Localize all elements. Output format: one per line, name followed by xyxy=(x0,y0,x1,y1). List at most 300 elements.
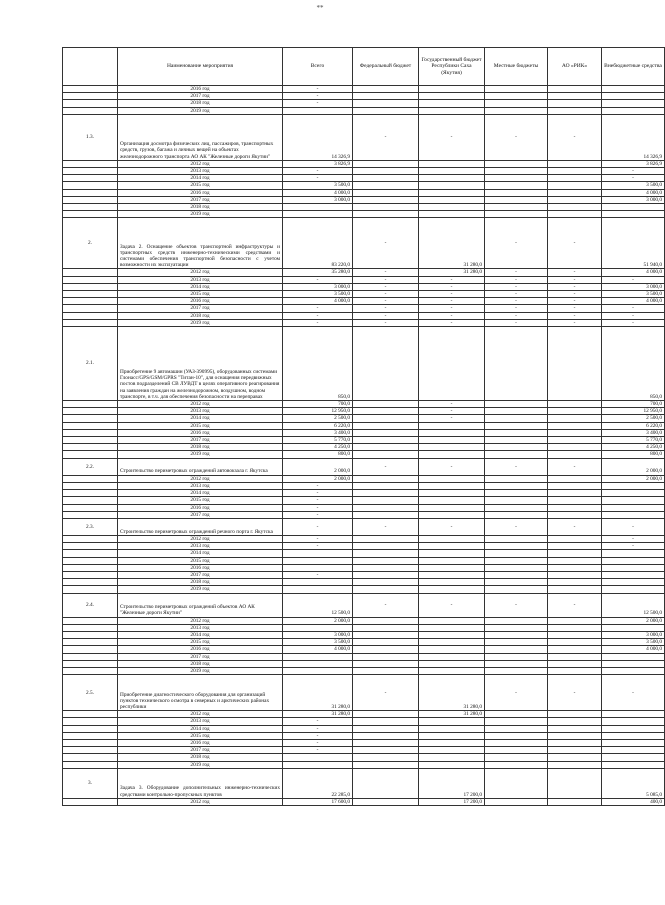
header-index xyxy=(63,48,118,86)
cell-extra xyxy=(602,653,665,660)
cell-year: 2014 год xyxy=(118,175,283,182)
table-row-year xyxy=(63,408,665,415)
table-row-year xyxy=(63,444,665,451)
table-row-year xyxy=(63,624,665,631)
table-row-year xyxy=(63,660,665,667)
cell-year: 2012 год xyxy=(118,711,283,718)
cell-total: - xyxy=(283,319,353,326)
cell-extra: 800,0 xyxy=(602,451,665,458)
cell-republic: - xyxy=(419,408,485,415)
cell-rik xyxy=(548,624,602,631)
cell-republic xyxy=(419,631,485,638)
cell-local: - xyxy=(485,518,548,535)
cell-republic: - xyxy=(419,319,485,326)
cell-rik: - xyxy=(548,218,602,269)
cell-rik xyxy=(548,761,602,768)
cell-total: - xyxy=(283,175,353,182)
cell-rik xyxy=(548,490,602,497)
cell-total xyxy=(283,204,353,211)
cell-total: 6 220,0 xyxy=(283,422,353,429)
cell-federal: - xyxy=(353,518,419,535)
cell-index xyxy=(63,408,118,415)
cell-total: 22 285,0 xyxy=(283,768,353,798)
cell-index xyxy=(63,312,118,319)
cell-local xyxy=(485,482,548,489)
cell-index xyxy=(63,653,118,660)
cell-rik xyxy=(548,617,602,624)
cell-index xyxy=(63,747,118,754)
cell-extra xyxy=(602,93,665,100)
cell-rik xyxy=(548,422,602,429)
cell-extra xyxy=(602,107,665,114)
cell-republic xyxy=(419,175,485,182)
cell-extra: 4 000,0 xyxy=(602,298,665,305)
cell-federal xyxy=(353,168,419,175)
cell-republic xyxy=(419,725,485,732)
cell-republic xyxy=(419,451,485,458)
cell-index xyxy=(63,211,118,218)
cell-republic: - xyxy=(419,291,485,298)
cell-year: 2018 год xyxy=(118,444,283,451)
cell-federal xyxy=(353,401,419,408)
table-row-year xyxy=(63,543,665,550)
cell-republic xyxy=(419,504,485,511)
cell-index xyxy=(63,798,118,805)
cell-index xyxy=(63,451,118,458)
cell-extra xyxy=(602,86,665,93)
cell-extra: - xyxy=(602,543,665,550)
cell-extra: 14 326,9 xyxy=(602,114,665,160)
cell-measure-name: Строительство периметровых ограждений речного порта г. Якутска xyxy=(118,518,283,535)
table-row-year xyxy=(63,631,665,638)
cell-republic xyxy=(419,732,485,739)
cell-rik xyxy=(548,444,602,451)
cell-local xyxy=(485,754,548,761)
cell-extra: 4 000,0 xyxy=(602,269,665,276)
cell-total: 2 500,0 xyxy=(283,415,353,422)
table-row-year xyxy=(63,168,665,175)
cell-federal xyxy=(353,739,419,746)
cell-local: - xyxy=(485,593,548,617)
cell-year: 2018 год xyxy=(118,579,283,586)
cell-index xyxy=(63,444,118,451)
cell-index xyxy=(63,204,118,211)
cell-federal xyxy=(353,422,419,429)
cell-extra xyxy=(602,504,665,511)
cell-federal xyxy=(353,631,419,638)
cell-year: 2012 год xyxy=(118,269,283,276)
cell-federal: - xyxy=(353,458,419,475)
cell-republic xyxy=(419,535,485,542)
cell-total: 31 280,0 xyxy=(283,675,353,711)
cell-index xyxy=(63,415,118,422)
cell-local xyxy=(485,761,548,768)
cell-measure-name: Приобретение 9 автомашин (УАЗ-390995), оборудованных системами Глонасс/GPS/GSM/GPRS "Титан-10", для оснащения передвижных постов подразделений СВ ЛУВДТ в целях оперативного реагирования на заявления граждан на железнодорожном, воздушном, водном транспорте, в т.ч. для обеспечения безопасности на переправах xyxy=(118,327,283,401)
cell-total: 3 500,0 xyxy=(283,182,353,189)
cell-year: 2017 год xyxy=(118,511,283,518)
cell-local: - xyxy=(485,291,548,298)
cell-local xyxy=(485,747,548,754)
cell-extra xyxy=(602,754,665,761)
cell-total: 5 770,0 xyxy=(283,437,353,444)
cell-republic xyxy=(419,327,485,401)
cell-federal xyxy=(353,798,419,805)
header-total: Всего xyxy=(283,48,353,86)
cell-total xyxy=(283,754,353,761)
cell-local: - xyxy=(485,319,548,326)
cell-index xyxy=(63,490,118,497)
cell-total: 3 400,0 xyxy=(283,429,353,436)
cell-year: 2019 год xyxy=(118,667,283,674)
cell-total xyxy=(283,653,353,660)
cell-year: 2012 год xyxy=(118,160,283,167)
cell-rik: - xyxy=(548,458,602,475)
cell-extra: 12 950,0 xyxy=(602,408,665,415)
cell-local: - xyxy=(485,114,548,160)
cell-rik xyxy=(548,718,602,725)
cell-rik xyxy=(548,160,602,167)
cell-local xyxy=(485,550,548,557)
cell-federal xyxy=(353,624,419,631)
cell-republic xyxy=(419,660,485,667)
cell-total: - xyxy=(283,739,353,746)
cell-year: 2017 год xyxy=(118,653,283,660)
cell-index xyxy=(63,557,118,564)
cell-year: 2014 год xyxy=(118,550,283,557)
cell-local xyxy=(485,504,548,511)
cell-federal xyxy=(353,327,419,401)
cell-rik xyxy=(548,586,602,593)
cell-republic xyxy=(419,557,485,564)
table-row-year xyxy=(63,557,665,564)
cell-rik: - xyxy=(548,269,602,276)
cell-measure-name: Приобретение диагностического оборудования для организаций пунктов технического осмотра в северных и арктических районах республики xyxy=(118,675,283,711)
cell-rik xyxy=(548,451,602,458)
cell-rik xyxy=(548,667,602,674)
cell-republic xyxy=(419,624,485,631)
cell-total: 3 000,0 xyxy=(283,196,353,203)
cell-local xyxy=(485,646,548,653)
cell-year: 2014 год xyxy=(118,415,283,422)
cell-republic xyxy=(419,490,485,497)
cell-rik xyxy=(548,660,602,667)
cell-republic xyxy=(419,761,485,768)
cell-total xyxy=(283,761,353,768)
cell-total: 3 826,9 xyxy=(283,160,353,167)
cell-index xyxy=(63,497,118,504)
cell-local xyxy=(485,571,548,578)
cell-year: 2016 год xyxy=(118,504,283,511)
cell-local xyxy=(485,189,548,196)
cell-federal xyxy=(353,586,419,593)
table-row-year xyxy=(63,747,665,754)
cell-republic xyxy=(419,204,485,211)
cell-total: 3 000,0 xyxy=(283,631,353,638)
cell-local xyxy=(485,631,548,638)
table-row-year xyxy=(63,319,665,326)
cell-rik xyxy=(548,511,602,518)
cell-total xyxy=(283,557,353,564)
cell-extra xyxy=(602,660,665,667)
cell-local: - xyxy=(485,218,548,269)
cell-index xyxy=(63,189,118,196)
table-row-year xyxy=(63,196,665,203)
cell-total: - xyxy=(283,100,353,107)
table-row-year xyxy=(63,100,665,107)
cell-year: 2017 год xyxy=(118,305,283,312)
cell-republic xyxy=(419,444,485,451)
table-row-year xyxy=(63,497,665,504)
cell-extra xyxy=(602,747,665,754)
cell-total: - xyxy=(283,535,353,542)
cell-rik: - xyxy=(548,283,602,290)
cell-total xyxy=(283,624,353,631)
cell-index xyxy=(63,319,118,326)
cell-total: 3 500,0 xyxy=(283,291,353,298)
cell-republic xyxy=(419,475,485,482)
table-row-year xyxy=(63,511,665,518)
table-row-year xyxy=(63,276,665,283)
cell-year: 2015 год xyxy=(118,732,283,739)
cell-extra: - xyxy=(602,175,665,182)
cell-rik xyxy=(548,100,602,107)
cell-federal: - xyxy=(353,283,419,290)
cell-local: - xyxy=(485,276,548,283)
table-row-year xyxy=(63,571,665,578)
table-row-year xyxy=(63,725,665,732)
table-row-item xyxy=(63,768,665,798)
header-row xyxy=(63,48,665,86)
cell-total xyxy=(283,660,353,667)
cell-year: 2014 год xyxy=(118,725,283,732)
cell-index xyxy=(63,269,118,276)
cell-total xyxy=(283,564,353,571)
cell-total: - xyxy=(283,518,353,535)
cell-local xyxy=(485,408,548,415)
cell-index: 2.1. xyxy=(63,327,118,401)
cell-rik xyxy=(548,564,602,571)
cell-total: 12 500,0 xyxy=(283,593,353,617)
cell-extra: 3 400,0 xyxy=(602,429,665,436)
cell-index xyxy=(63,422,118,429)
cell-year: 2016 год xyxy=(118,739,283,746)
cell-index xyxy=(63,305,118,312)
cell-year: 2019 год xyxy=(118,211,283,218)
cell-federal xyxy=(353,646,419,653)
cell-extra: - xyxy=(602,305,665,312)
cell-extra xyxy=(602,725,665,732)
table-row-year xyxy=(63,182,665,189)
cell-index: 2.2. xyxy=(63,458,118,475)
cell-extra xyxy=(602,732,665,739)
cell-republic xyxy=(419,579,485,586)
cell-year: 2016 год xyxy=(118,298,283,305)
cell-year: 2016 год xyxy=(118,646,283,653)
cell-extra: 2 000,0 xyxy=(602,458,665,475)
cell-republic xyxy=(419,667,485,674)
cell-federal xyxy=(353,429,419,436)
cell-local xyxy=(485,798,548,805)
cell-rik xyxy=(548,497,602,504)
cell-local xyxy=(485,732,548,739)
cell-index xyxy=(63,401,118,408)
cell-republic xyxy=(419,653,485,660)
cell-index xyxy=(63,482,118,489)
cell-index xyxy=(63,739,118,746)
cell-year: 2016 год xyxy=(118,429,283,436)
cell-year: 2018 год xyxy=(118,100,283,107)
cell-index xyxy=(63,182,118,189)
cell-republic: 31 280,0 xyxy=(419,675,485,711)
cell-federal xyxy=(353,475,419,482)
cell-total: - xyxy=(283,276,353,283)
cell-republic: - xyxy=(419,518,485,535)
cell-index xyxy=(63,550,118,557)
cell-local xyxy=(485,653,548,660)
table-row-item xyxy=(63,218,665,269)
cell-republic: - xyxy=(419,298,485,305)
cell-index xyxy=(63,718,118,725)
cell-federal xyxy=(353,175,419,182)
cell-rik xyxy=(548,571,602,578)
table-row-year xyxy=(63,535,665,542)
cell-federal xyxy=(353,100,419,107)
cell-local xyxy=(485,543,548,550)
cell-republic: - xyxy=(419,415,485,422)
table-row-year xyxy=(63,475,665,482)
cell-federal xyxy=(353,667,419,674)
cell-index xyxy=(63,283,118,290)
cell-total: - xyxy=(283,732,353,739)
cell-local xyxy=(485,86,548,93)
cell-rik xyxy=(548,535,602,542)
cell-extra xyxy=(602,711,665,718)
cell-total: 12 950,0 xyxy=(283,408,353,415)
table-row-year xyxy=(63,415,665,422)
cell-index xyxy=(63,437,118,444)
cell-extra xyxy=(602,557,665,564)
table-row-year xyxy=(63,312,665,319)
cell-republic: 31 280,0 xyxy=(419,218,485,269)
cell-extra xyxy=(602,761,665,768)
cell-rik xyxy=(548,327,602,401)
table-row-year xyxy=(63,283,665,290)
cell-year: 2014 год xyxy=(118,283,283,290)
cell-index: 2. xyxy=(63,218,118,269)
header-name: Наименование мероприятия xyxy=(118,48,283,86)
cell-rik xyxy=(548,204,602,211)
table-row-year xyxy=(63,579,665,586)
cell-extra xyxy=(602,624,665,631)
cell-total: 4 000,0 xyxy=(283,646,353,653)
cell-local xyxy=(485,660,548,667)
cell-index xyxy=(63,543,118,550)
cell-republic xyxy=(419,754,485,761)
table-row-year xyxy=(63,490,665,497)
cell-rik: - xyxy=(548,114,602,160)
cell-year: 2015 год xyxy=(118,291,283,298)
cell-federal xyxy=(353,511,419,518)
cell-extra: 12 500,0 xyxy=(602,593,665,617)
cell-federal: - xyxy=(353,675,419,711)
cell-rik xyxy=(548,408,602,415)
cell-republic: - xyxy=(419,276,485,283)
cell-extra: 4 000,0 xyxy=(602,646,665,653)
cell-extra: 400,0 xyxy=(602,798,665,805)
cell-index xyxy=(63,535,118,542)
cell-local xyxy=(485,415,548,422)
cell-total: 35 280,0 xyxy=(283,269,353,276)
cell-federal xyxy=(353,86,419,93)
cell-index xyxy=(63,100,118,107)
cell-local: - xyxy=(485,283,548,290)
cell-extra: 3 500,0 xyxy=(602,639,665,646)
cell-federal: - xyxy=(353,319,419,326)
cell-local: - xyxy=(485,269,548,276)
cell-republic: - xyxy=(419,593,485,617)
cell-local xyxy=(485,437,548,444)
cell-local xyxy=(485,624,548,631)
cell-year: 2012 год xyxy=(118,798,283,805)
cell-federal xyxy=(353,415,419,422)
cell-rik xyxy=(548,401,602,408)
cell-index xyxy=(63,579,118,586)
cell-federal xyxy=(353,550,419,557)
cell-republic xyxy=(419,747,485,754)
cell-federal: - xyxy=(353,312,419,319)
cell-federal: - xyxy=(353,269,419,276)
cell-extra: 5 770,0 xyxy=(602,437,665,444)
cell-rik: - xyxy=(548,276,602,283)
cell-total: 83 220,0 xyxy=(283,218,353,269)
cell-local xyxy=(485,182,548,189)
cell-local xyxy=(485,535,548,542)
cell-total xyxy=(283,586,353,593)
cell-rik xyxy=(548,475,602,482)
cell-index xyxy=(63,564,118,571)
cell-index xyxy=(63,168,118,175)
cell-index: 1.3. xyxy=(63,114,118,160)
table-row-year xyxy=(63,653,665,660)
cell-local xyxy=(485,107,548,114)
cell-local xyxy=(485,579,548,586)
cell-republic: - xyxy=(419,283,485,290)
cell-extra: 2 500,0 xyxy=(602,415,665,422)
cell-year: 2017 год xyxy=(118,196,283,203)
cell-total xyxy=(283,211,353,218)
cell-year: 2017 год xyxy=(118,571,283,578)
cell-republic xyxy=(419,739,485,746)
cell-local xyxy=(485,711,548,718)
cell-extra: - xyxy=(602,312,665,319)
cell-federal xyxy=(353,204,419,211)
table-row-year xyxy=(63,175,665,182)
cell-federal xyxy=(353,543,419,550)
cell-measure-name: Задача 3. Оборудование дополнительных инженерно-технических средствами контрольно-пропускных пунктов xyxy=(118,768,283,798)
cell-total: 2 000,0 xyxy=(283,475,353,482)
cell-republic: - xyxy=(419,458,485,475)
cell-local xyxy=(485,211,548,218)
cell-local xyxy=(485,557,548,564)
cell-extra xyxy=(602,564,665,571)
cell-republic: 31 280,0 xyxy=(419,711,485,718)
cell-total xyxy=(283,579,353,586)
cell-extra: 3 500,0 xyxy=(602,182,665,189)
table-row-year xyxy=(63,646,665,653)
cell-extra: 3 000,0 xyxy=(602,196,665,203)
cell-total: - xyxy=(283,571,353,578)
cell-rik xyxy=(548,754,602,761)
